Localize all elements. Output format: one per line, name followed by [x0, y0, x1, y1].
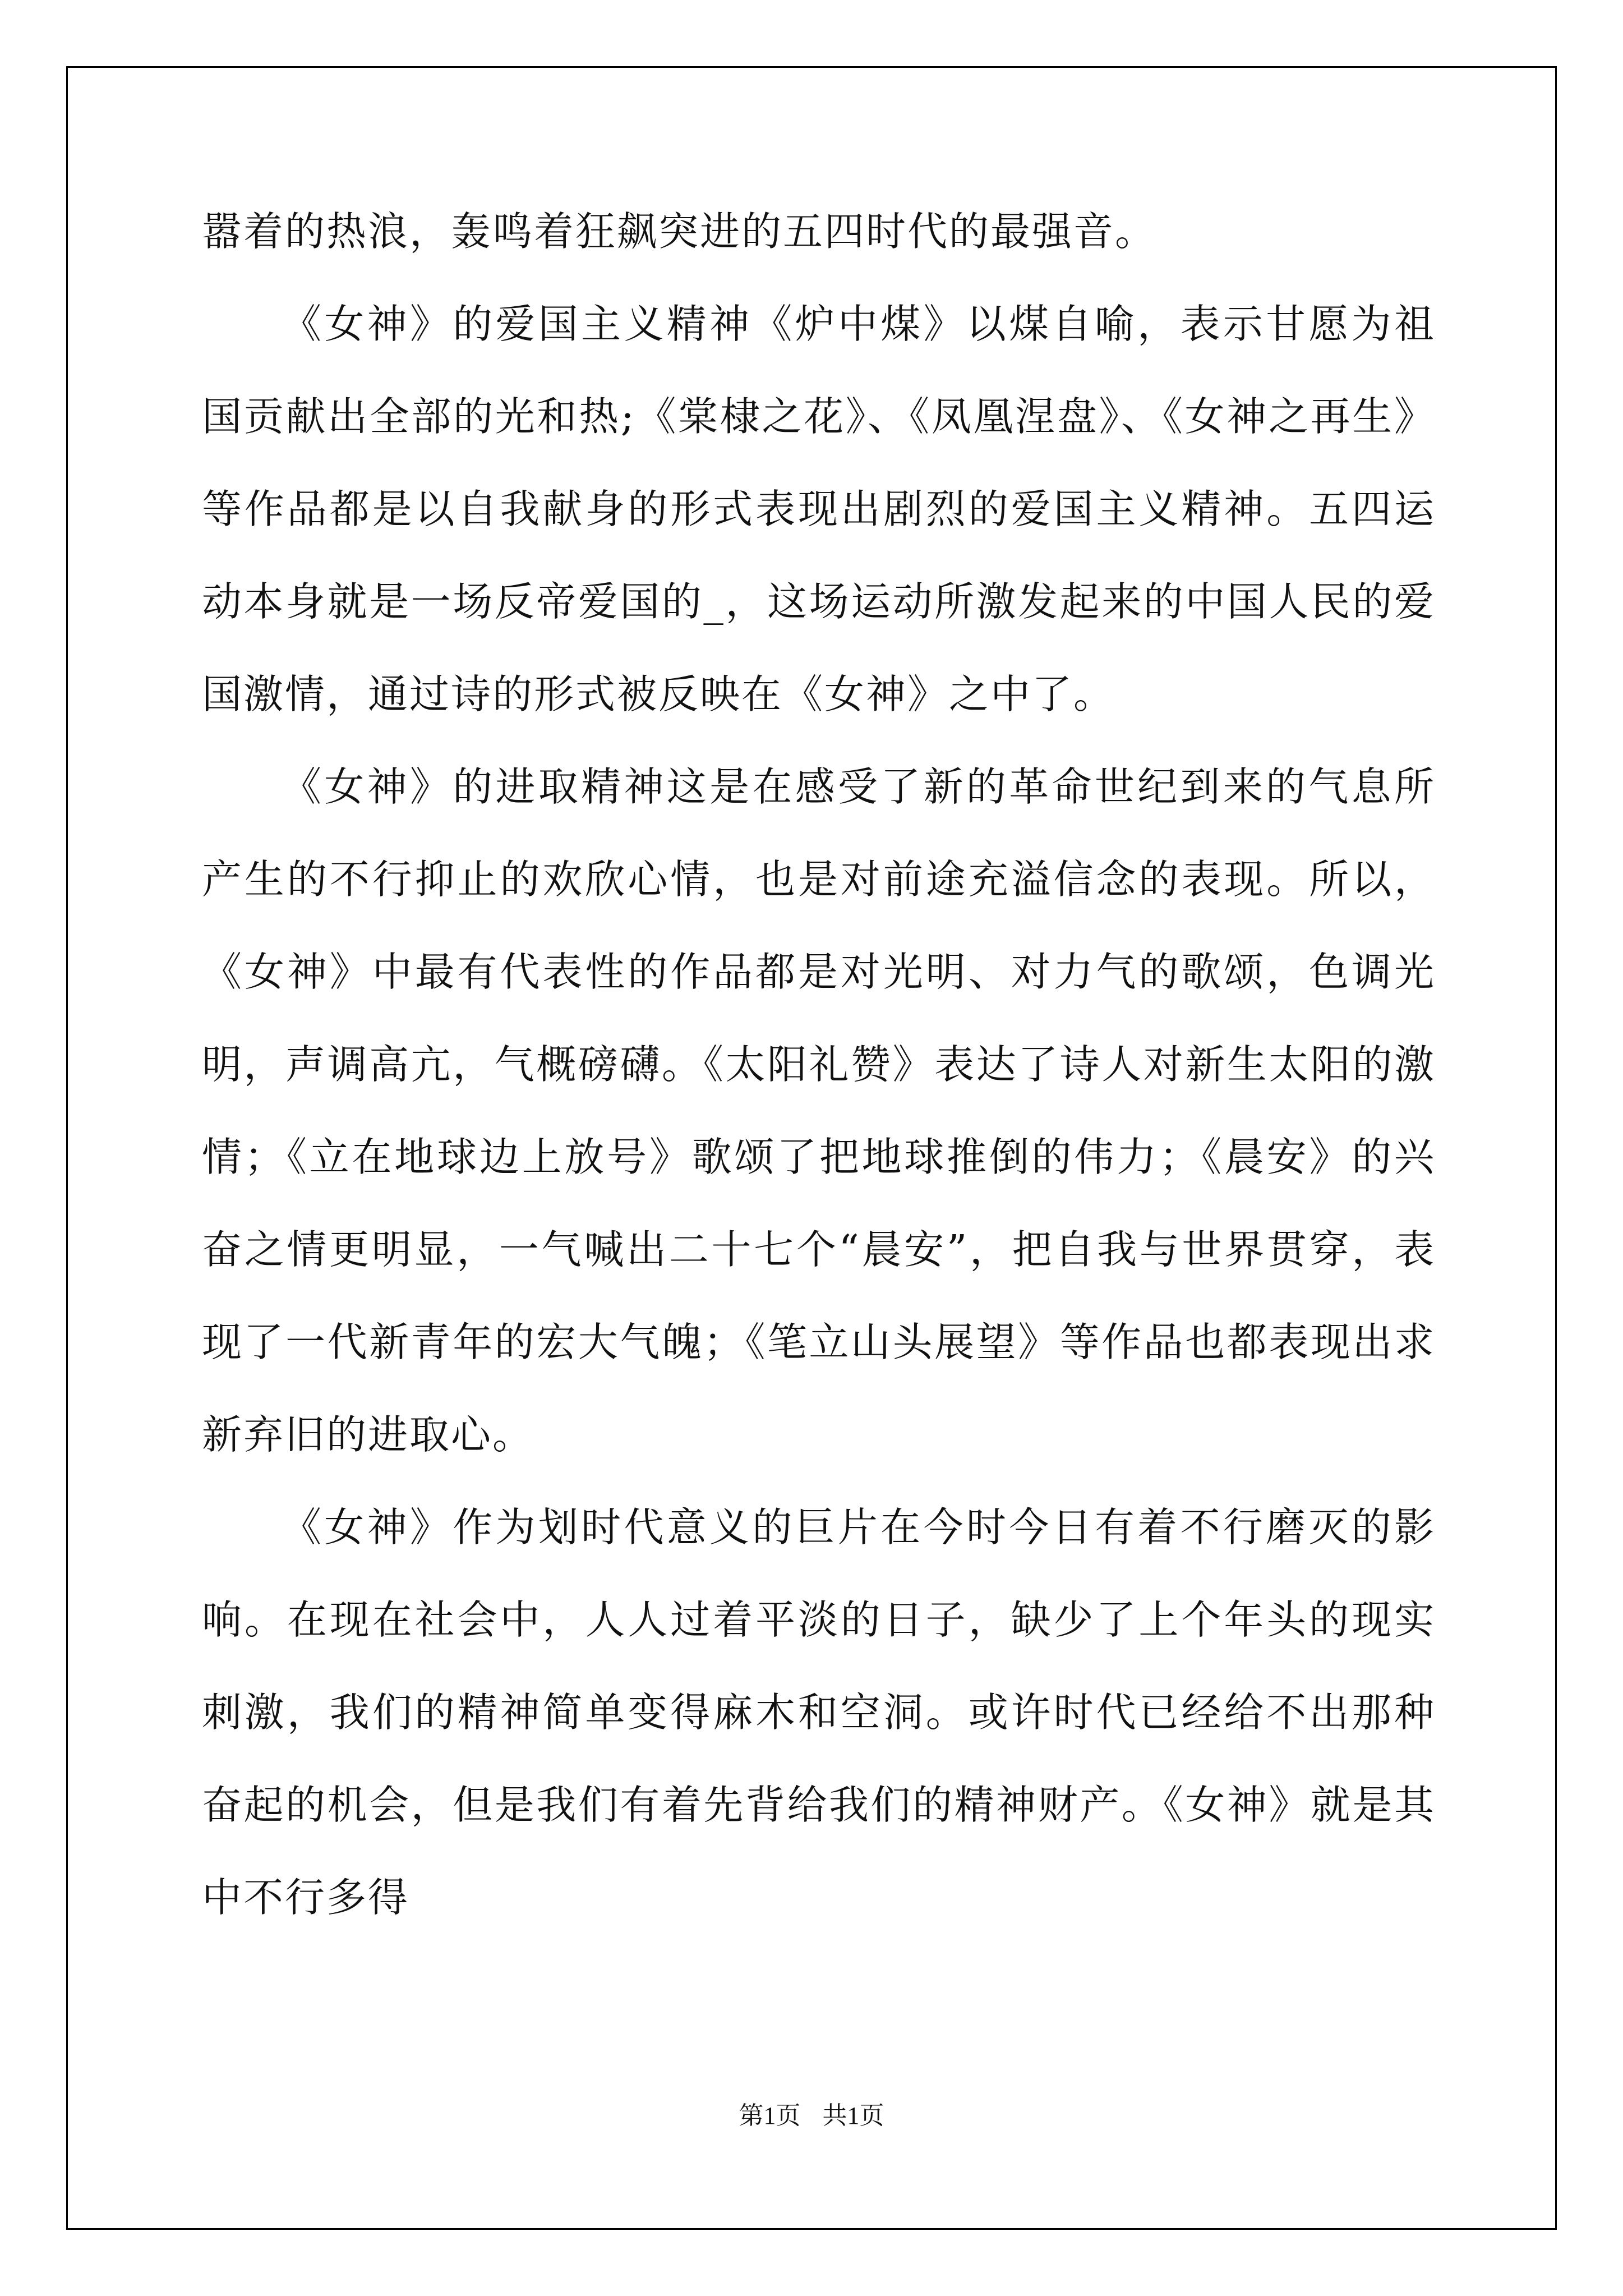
paragraph-1: 嚣着的热浪，轰鸣着狂飙突进的五四时代的最强音。 — [202, 208, 1157, 255]
paragraph-3: 《女神》的进取精神这是在感受了新的革命世纪到来的气息所产生的不行抑止的欢欣心情，也是对前途充溢信念的表现。所以，《女神》中最有代表性的作品都是对光明、对力气的歌颂，色调光明，声调高亢，气概磅礴。《太阳礼赞》表达了诗人对新生太阳的激情；《立在地球边上放号》歌颂了把地球推倒的伟力；《晨安》的兴奋之情更明显，一气喊出二十七个“晨安”，把自我与世界贯穿，表现了一代新青年的宏大气魄；《笔立山头展望》等作品也都表现出求新弃旧的进取心。 — [202, 763, 1436, 1458]
page-footer — [0, 2095, 1623, 2131]
document-body — [202, 185, 1436, 1944]
page-number: 第1页 — [739, 2102, 801, 2129]
page-total: 共1页 — [822, 2102, 884, 2129]
paragraph-2: 《女神》的爱国主义精神《炉中煤》以煤自喻，表示甘愿为祖国贡献出全部的光和热;《棠棣之花》、《凤凰涅盘》、《女神之再生》等作品都是以自我献身的形式表现出剧烈的爱国主义精神。五四运动本身就是一场反帝爱国的_，这场运动所激发起来的中国人民的爱国激情，通过诗的形式被反映在《女神》之中了。 — [202, 301, 1436, 717]
paragraph-4: 《女神》作为划时代意义的巨片在今时今日有着不行磨灭的影响。在现在社会中，人人过着平淡的日子，缺少了上个年头的现实刺激，我们的精神简单变得麻木和空洞。或许时代已经给不出那种奋起的机会，但是我们有着先背给我们的精神财产。《女神》就是其中不行多得 — [202, 1504, 1436, 1921]
